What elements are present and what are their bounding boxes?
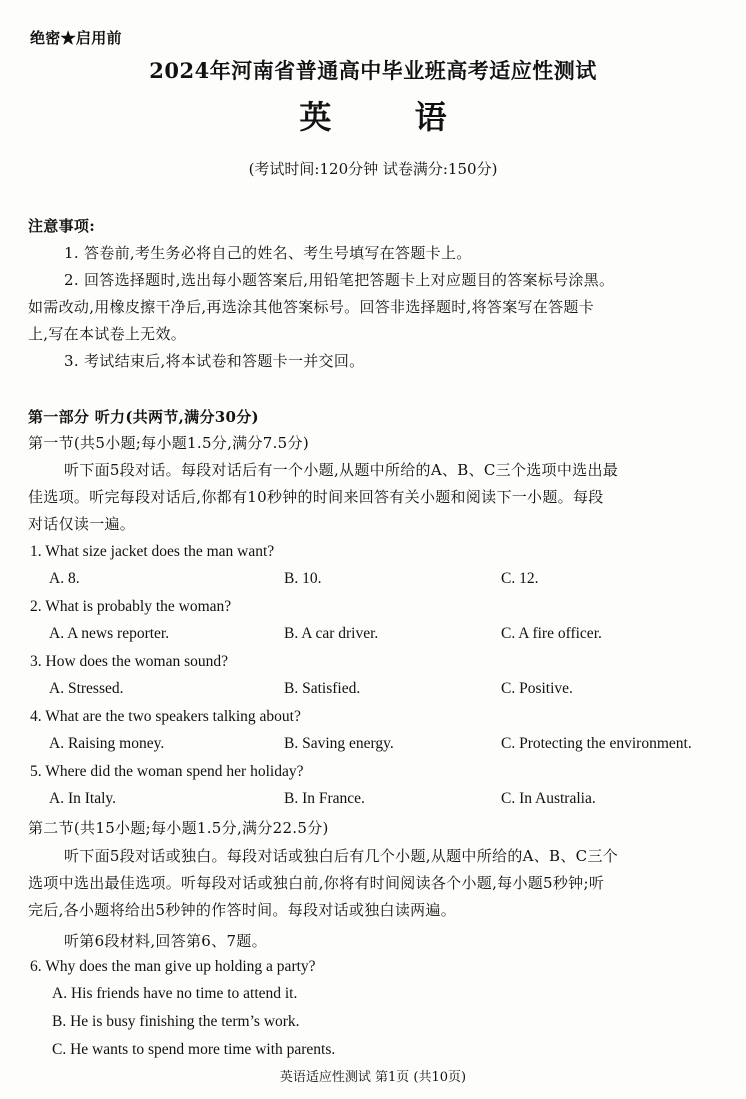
- question-6-option-a: A. His friends have no time to attend it.: [52, 985, 298, 1002]
- question-3: 3. How does the woman sound?: [30, 653, 229, 670]
- question-6-option-b: B. He is busy finishing the term’s work.: [52, 1013, 300, 1030]
- section2-heading: 第二节(共15小题;每小题1.5分,满分22.5分): [28, 819, 329, 837]
- notice-item-2-line-3: 上,写在本试卷上无效。: [28, 325, 187, 343]
- question-3-option-c: C. Positive.: [501, 680, 573, 697]
- section1-instr-line-3: 对话仅读一遍。: [28, 515, 136, 533]
- subject-title: 英 语: [299, 98, 483, 136]
- notice-item-3: 3. 考试结束后,将本试卷和答题卡一并交回。: [64, 352, 365, 370]
- question-1: 1. What size jacket does the man want?: [30, 543, 275, 560]
- question-5: 5. Where did the woman spend her holiday?: [30, 763, 304, 780]
- exam-title: 2024年河南省普通高中毕业班高考适应性测试: [149, 58, 597, 83]
- section2-instr-line-2: 选项中选出最佳选项。听每段对话或独白前,你将有时间阅读各个小题,每小题5秒钟;听: [28, 874, 605, 892]
- exam-info: (考试时间:120分钟 试卷满分:150分): [248, 160, 498, 178]
- section1-heading: 第一节(共5小题;每小题1.5分,满分7.5分): [28, 434, 309, 452]
- section2-instr-line-1: 听下面5段对话或独白。每段对话或独白后有几个小题,从题中所给的A、B、C三个: [64, 847, 619, 865]
- section1-instr-line-2: 佳选项。听完每段对话后,你都有10秒钟的时间来回答有关小题和阅读下一小题。每段: [28, 488, 604, 506]
- notice-item-2-line-1: 2. 回答选择题时,选出每小题答案后,用铅笔把答题卡上对应题目的答案标号涂黑。: [64, 271, 615, 289]
- question-4-option-c: C. Protecting the environment.: [501, 735, 692, 752]
- question-4-option-b: B. Saving energy.: [284, 735, 394, 752]
- question-4: 4. What are the two speakers talking about?: [30, 708, 301, 725]
- question-3-option-a: A. Stressed.: [49, 680, 124, 697]
- question-2: 2. What is probably the woman?: [30, 598, 232, 615]
- question-6: 6. Why does the man give up holding a party?: [30, 958, 316, 975]
- question-1-option-b: B. 10.: [284, 570, 322, 587]
- question-2-option-c: C. A fire officer.: [501, 625, 602, 642]
- section2-instr-line-3: 完后,各小题将给出5秒钟的作答时间。每段对话或独白读两遍。: [28, 901, 457, 919]
- material-6-instruction: 听第6段材料,回答第6、7题。: [64, 932, 267, 950]
- section1-instr-line-1: 听下面5段对话。每段对话后有一个小题,从题中所给的A、B、C三个选项中选出最: [64, 461, 619, 479]
- secret-label: 绝密★启用前: [30, 29, 122, 47]
- question-5-option-b: B. In France.: [284, 790, 365, 807]
- notice-item-1: 1. 答卷前,考生务必将自己的姓名、考生号填写在答题卡上。: [64, 244, 472, 262]
- notice-item-2-line-2: 如需改动,用橡皮擦干净后,再选涂其他答案标号。回答非选择题时,将答案写在答题卡: [28, 298, 595, 316]
- question-5-option-c: C. In Australia.: [501, 790, 596, 807]
- question-2-option-b: B. A car driver.: [284, 625, 379, 642]
- page-footer: 英语适应性测试 第1页 (共10页): [279, 1070, 467, 1085]
- question-5-option-a: A. In Italy.: [49, 790, 117, 807]
- question-2-option-a: A. A news reporter.: [49, 625, 170, 642]
- question-6-option-c: C. He wants to spend more time with parents.: [52, 1041, 336, 1058]
- question-1-option-a: A. 8.: [49, 570, 80, 587]
- part1-heading: 第一部分 听力(共两节,满分30分): [28, 408, 259, 426]
- question-3-option-b: B. Satisfied.: [284, 680, 361, 697]
- question-4-option-a: A. Raising money.: [49, 735, 165, 752]
- notice-heading: 注意事项:: [28, 217, 96, 235]
- question-1-option-c: C. 12.: [501, 570, 539, 587]
